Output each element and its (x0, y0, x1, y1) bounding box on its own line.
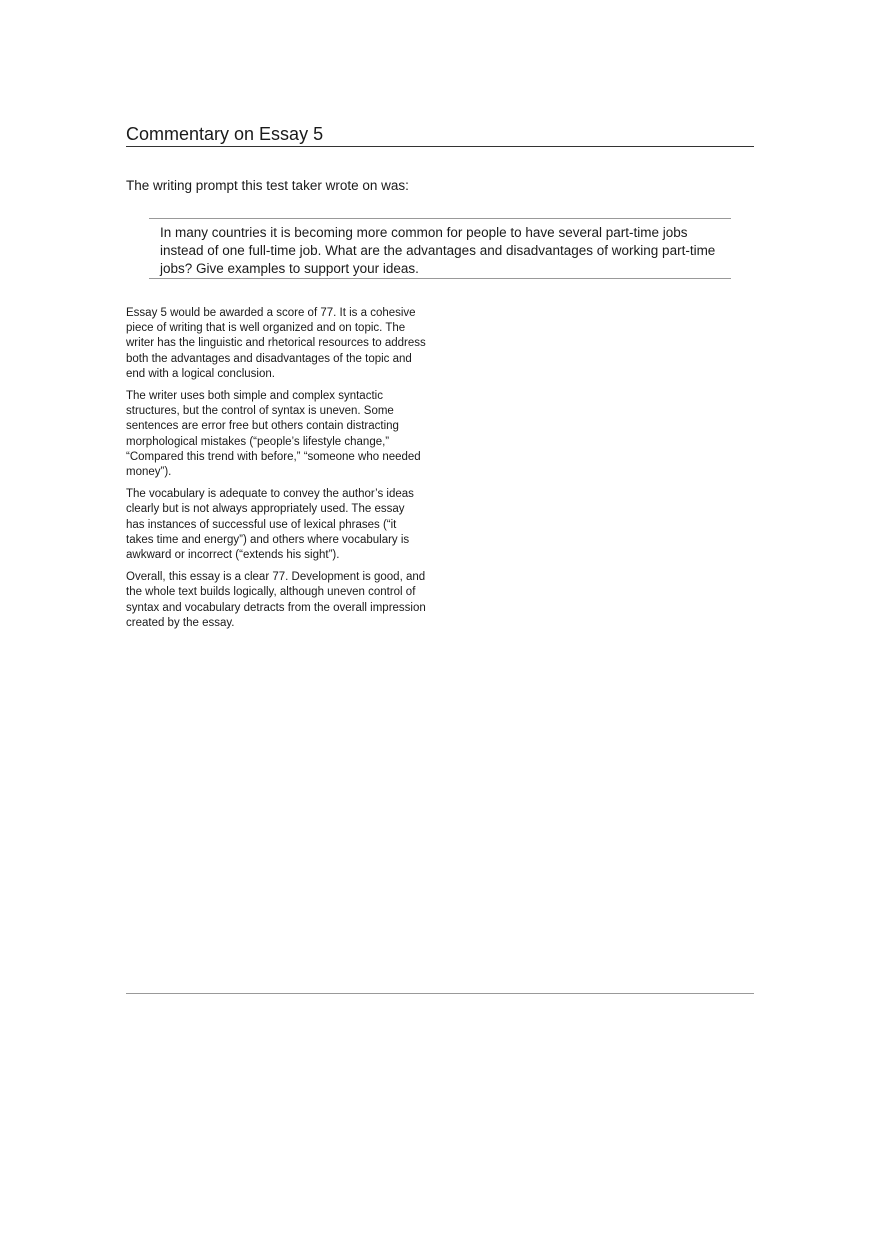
page-title: Commentary on Essay 5 (126, 124, 324, 144)
commentary-paragraph-syntax: The writer uses both simple and complex syntactic structures, but the control of syntax is uneven. Some sentences are error free but others contain distracting morphological mistakes (“people’s lifestyle change,” “Compared this trend with before,” “someone who needed money”). (126, 390, 421, 479)
prompt-intro: The writing prompt this test taker wrote on was: (126, 178, 409, 193)
commentary-paragraph-score: Essay 5 would be awarded a score of 77. It is a cohesive piece of writing that is well organized and on topic. The writer has the linguistic and rhetorical resources to address both the advantages and disadvantages of the topic and end with a logical conclusion. (126, 307, 426, 380)
footer-divider (126, 993, 754, 994)
title-divider (126, 146, 754, 147)
prompt-box (149, 218, 731, 279)
commentary-column (126, 306, 426, 638)
prompt-text: In many countries it is becoming more common for people to have several part-time jobs instead of one full-time job. What are the advantages and disadvantages of working part-time jobs? Give examples to support your ideas. (160, 225, 716, 276)
commentary-paragraph-overall: Overall, this essay is a clear 77. Development is good, and the whole text builds logically, although uneven control of syntax and vocabulary detracts from the overall impression created by the essay. (126, 571, 426, 629)
commentary-paragraph-vocabulary: The vocabulary is adequate to convey the author’s ideas clearly but is not always appropriately used. The essay has instances of successful use of lexical phrases (“it takes time and energy”) and others where vocabulary is awkward or incorrect (“extends his sight”). (126, 488, 414, 562)
